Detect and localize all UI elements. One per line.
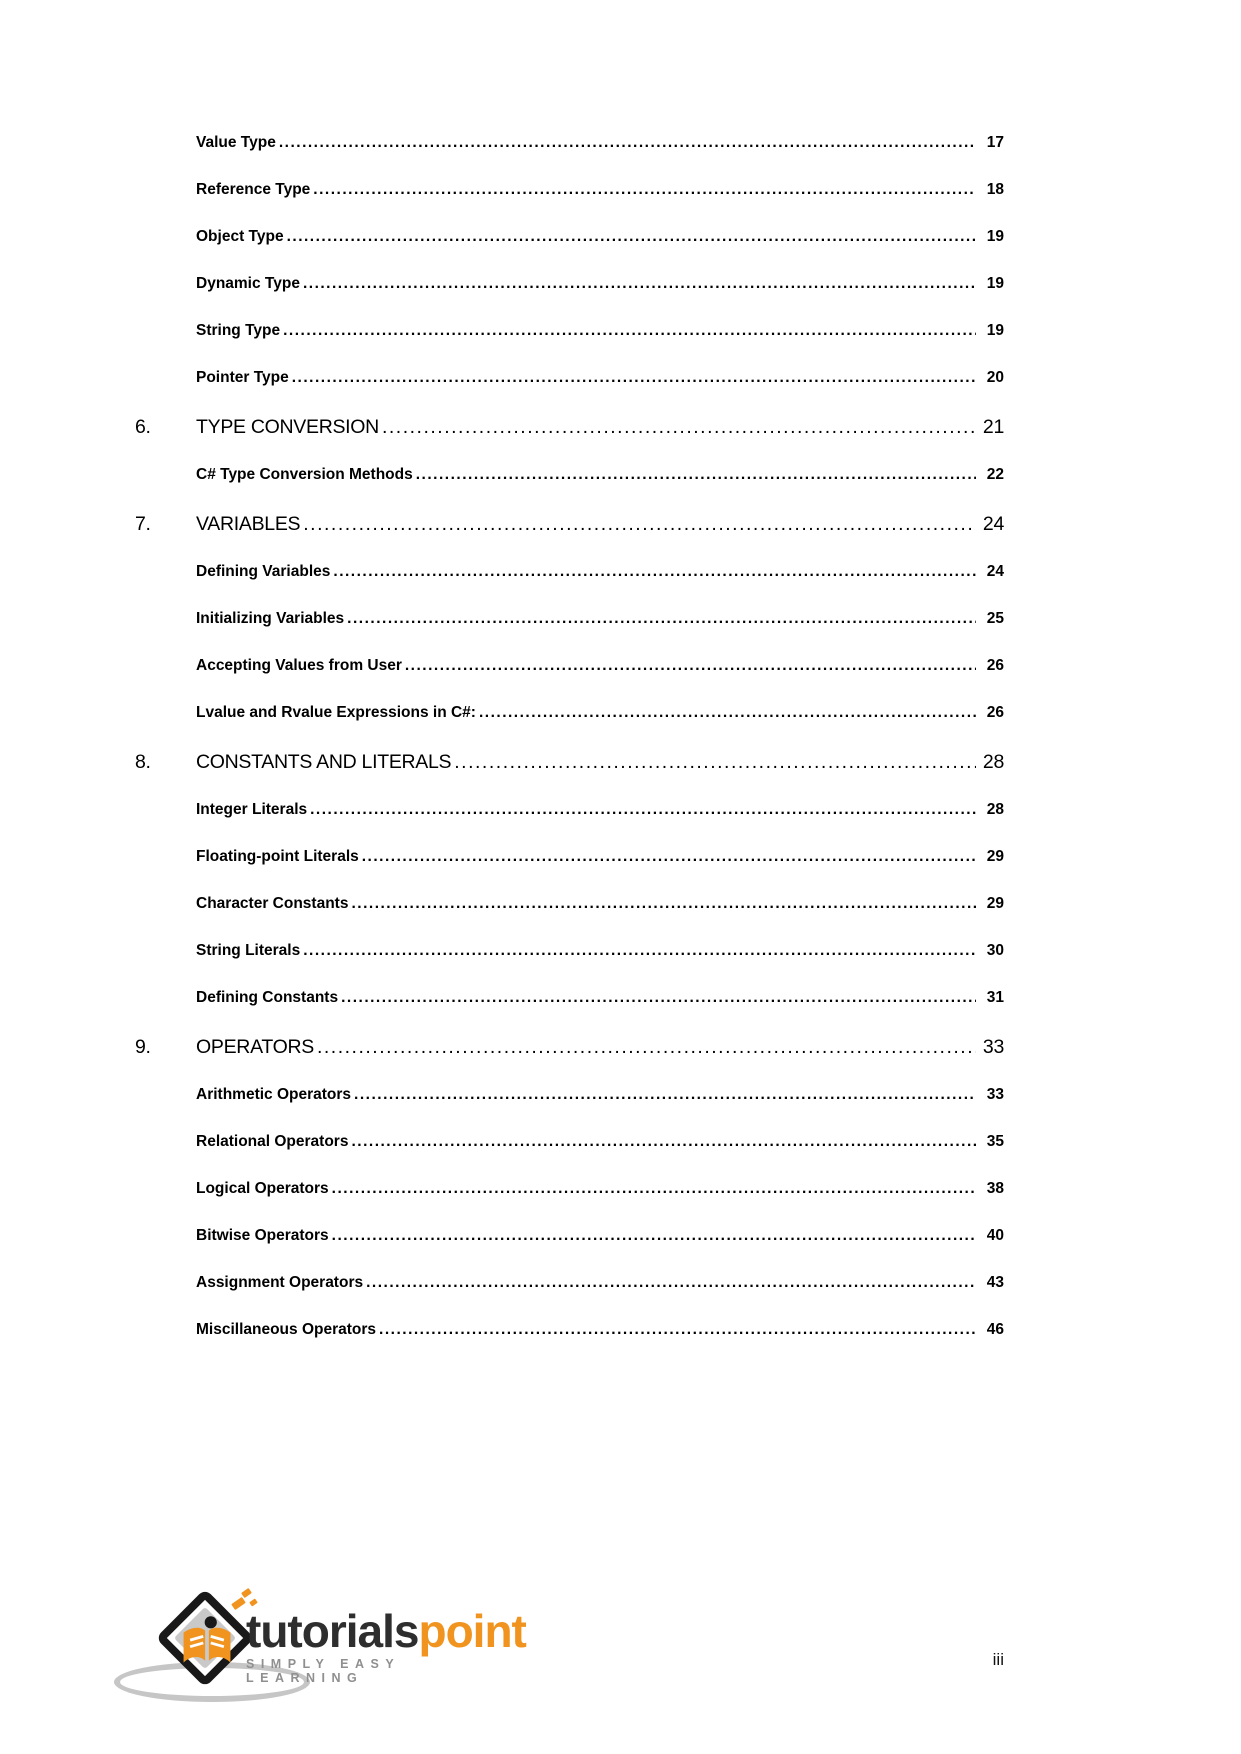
toc-entry[interactable] bbox=[135, 655, 1004, 676]
toc-entry[interactable] bbox=[135, 987, 1004, 1008]
toc-entry[interactable] bbox=[135, 273, 1004, 294]
toc-entry-label: Pointer Type bbox=[196, 369, 289, 386]
toc-entry[interactable] bbox=[135, 1319, 1004, 1340]
toc-entry[interactable] bbox=[135, 1034, 1004, 1060]
toc-dot-leader bbox=[292, 367, 976, 388]
toc-entry-number: 9. bbox=[135, 1036, 151, 1058]
logo-brand-primary: tutorials bbox=[246, 1605, 419, 1657]
toc-dot-leader bbox=[283, 320, 976, 341]
toc-entry-page-number: 21 bbox=[982, 416, 1004, 438]
toc-dot-leader bbox=[454, 749, 976, 775]
logo-tagline: SIMPLY EASY LEARNING bbox=[246, 1657, 400, 1685]
toc-entry-page-number: 19 bbox=[986, 322, 1004, 339]
toc-entry-label: Object Type bbox=[196, 228, 284, 245]
toc-entry-page-number: 33 bbox=[982, 1036, 1004, 1058]
toc-entry[interactable] bbox=[135, 1131, 1004, 1152]
toc-entry[interactable] bbox=[135, 940, 1004, 961]
toc-entry-page-number: 33 bbox=[986, 1086, 1004, 1103]
toc-dot-leader bbox=[332, 1225, 976, 1246]
toc-dot-leader bbox=[479, 702, 976, 723]
toc-entry-label: String Type bbox=[196, 322, 281, 339]
toc-dot-leader bbox=[332, 1178, 976, 1199]
toc-dot-leader bbox=[303, 273, 976, 294]
logo-brand-accent: point bbox=[418, 1605, 526, 1657]
toc-entry-page-number: 24 bbox=[982, 513, 1004, 535]
toc-entry[interactable] bbox=[135, 1225, 1004, 1246]
logo-spark-icon bbox=[241, 1588, 252, 1598]
toc-entry-label: TYPE CONVERSION bbox=[196, 416, 379, 438]
toc-entry[interactable] bbox=[135, 608, 1004, 629]
toc-entry[interactable] bbox=[135, 1272, 1004, 1293]
toc-entry-page-number: 28 bbox=[982, 751, 1004, 773]
toc-entry-label: Floating-point Literals bbox=[196, 848, 359, 865]
toc-entry-label: Bitwise Operators bbox=[196, 1227, 329, 1244]
toc-entry[interactable] bbox=[135, 561, 1004, 582]
toc-entry-label: OPERATORS bbox=[196, 1036, 314, 1058]
toc-dot-leader bbox=[317, 1034, 976, 1060]
footer-page-number: iii bbox=[992, 1650, 1004, 1669]
toc-entry-page-number: 22 bbox=[986, 466, 1004, 483]
toc-entry-label: Initializing Variables bbox=[196, 610, 345, 627]
toc-dot-leader bbox=[379, 1319, 976, 1340]
toc-entry-label: Reference Type bbox=[196, 181, 311, 198]
toc-entry-label: Defining Variables bbox=[196, 563, 331, 580]
toc-entry[interactable] bbox=[135, 367, 1004, 388]
toc-dot-leader bbox=[303, 940, 976, 961]
toc-entry-label: String Literals bbox=[196, 942, 301, 959]
toc-entry[interactable] bbox=[135, 511, 1004, 537]
toc-entry-label: C# Type Conversion Methods bbox=[196, 466, 413, 483]
toc-dot-leader bbox=[351, 893, 976, 914]
toc-entry-label: Dynamic Type bbox=[196, 275, 300, 292]
table-of-contents bbox=[135, 132, 1004, 1366]
toc-dot-leader bbox=[405, 655, 976, 676]
toc-dot-leader bbox=[416, 464, 976, 485]
logo-brand-name bbox=[246, 1605, 526, 1657]
logo-spark-icon bbox=[231, 1597, 246, 1610]
toc-entry-label: Accepting Values from User bbox=[196, 657, 402, 674]
toc-entry-page-number: 18 bbox=[986, 181, 1004, 198]
toc-entry-page-number: 17 bbox=[986, 134, 1004, 151]
toc-entry-page-number: 26 bbox=[986, 657, 1004, 674]
toc-entry-page-number: 25 bbox=[986, 610, 1004, 627]
toc-entry-label: Defining Constants bbox=[196, 989, 339, 1006]
toc-entry-page-number: 43 bbox=[986, 1274, 1004, 1291]
toc-entry-page-number: 35 bbox=[986, 1133, 1004, 1150]
toc-dot-leader bbox=[310, 799, 976, 820]
toc-entry-number: 6. bbox=[135, 416, 151, 438]
toc-entry[interactable] bbox=[135, 179, 1004, 200]
toc-entry-page-number: 31 bbox=[986, 989, 1004, 1006]
toc-dot-leader bbox=[382, 414, 976, 440]
toc-entry[interactable] bbox=[135, 1084, 1004, 1105]
toc-entry-page-number: 38 bbox=[986, 1180, 1004, 1197]
toc-entry-page-number: 20 bbox=[986, 369, 1004, 386]
toc-entry[interactable] bbox=[135, 464, 1004, 485]
toc-entry-label: Integer Literals bbox=[196, 801, 308, 818]
toc-entry-label: Arithmetic Operators bbox=[196, 1086, 352, 1103]
toc-entry-label: Value Type bbox=[196, 134, 276, 151]
toc-entry-number: 7. bbox=[135, 513, 151, 535]
logo-text bbox=[246, 1605, 526, 1685]
toc-dot-leader bbox=[279, 132, 976, 153]
toc-entry-page-number: 29 bbox=[986, 895, 1004, 912]
toc-entry[interactable] bbox=[135, 1178, 1004, 1199]
toc-entry-page-number: 26 bbox=[986, 704, 1004, 721]
toc-entry-page-number: 19 bbox=[986, 228, 1004, 245]
toc-entry-label: Assignment Operators bbox=[196, 1274, 364, 1291]
toc-entry-label: Miscillaneous Operators bbox=[196, 1321, 377, 1338]
toc-entry-number: 8. bbox=[135, 751, 151, 773]
toc-entry-page-number: 28 bbox=[986, 801, 1004, 818]
toc-entry-page-number: 40 bbox=[986, 1227, 1004, 1244]
toc-entry[interactable] bbox=[135, 702, 1004, 723]
toc-entry-page-number: 24 bbox=[986, 563, 1004, 580]
toc-dot-leader bbox=[362, 846, 976, 867]
toc-entry-page-number: 29 bbox=[986, 848, 1004, 865]
toc-entry-label: Lvalue and Rvalue Expressions in C#: bbox=[196, 704, 476, 721]
toc-entry[interactable] bbox=[135, 749, 1004, 775]
open-book-icon bbox=[177, 1612, 237, 1672]
toc-entry-label: Logical Operators bbox=[196, 1180, 329, 1197]
toc-dot-leader bbox=[354, 1084, 976, 1105]
toc-dot-leader bbox=[333, 561, 976, 582]
toc-entry[interactable] bbox=[135, 226, 1004, 247]
toc-entry[interactable] bbox=[135, 132, 1004, 153]
toc-dot-leader bbox=[351, 1131, 976, 1152]
toc-entry-page-number: 30 bbox=[986, 942, 1004, 959]
toc-dot-leader bbox=[313, 179, 976, 200]
toc-dot-leader bbox=[303, 511, 976, 537]
tutorialspoint-logo bbox=[128, 1560, 526, 1710]
toc-dot-leader bbox=[341, 987, 976, 1008]
toc-entry-label: Character Constants bbox=[196, 895, 349, 912]
toc-entry[interactable] bbox=[135, 414, 1004, 440]
toc-entry[interactable] bbox=[135, 893, 1004, 914]
toc-dot-leader bbox=[287, 226, 976, 247]
toc-entry[interactable] bbox=[135, 799, 1004, 820]
toc-dot-leader bbox=[366, 1272, 976, 1293]
toc-entry-label: CONSTANTS AND LITERALS bbox=[196, 751, 452, 773]
toc-entry-label: VARIABLES bbox=[196, 513, 301, 535]
toc-entry-page-number: 46 bbox=[986, 1321, 1004, 1338]
toc-entry-page-number: 19 bbox=[986, 275, 1004, 292]
toc-entry[interactable] bbox=[135, 846, 1004, 867]
toc-entry-label: Relational Operators bbox=[196, 1133, 349, 1150]
toc-dot-leader bbox=[347, 608, 976, 629]
toc-entry[interactable] bbox=[135, 320, 1004, 341]
